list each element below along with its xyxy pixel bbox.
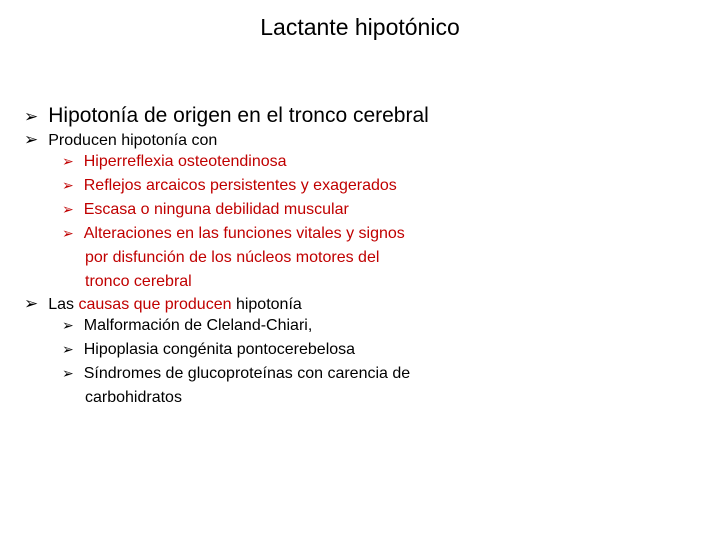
bullet-text-highlight: causas que producen bbox=[78, 296, 232, 313]
bullet-text: Producen hipotonía con bbox=[48, 132, 218, 149]
sub-bullet-text: Alteraciones en las funciones vitales y signos bbox=[83, 225, 405, 242]
sub-bullet-text: Hipoplasia congénita pontocerebelosa bbox=[83, 341, 356, 358]
sub-bullet-text: Síndromes de glucoproteínas con carencia de bbox=[83, 365, 411, 382]
sub-bullet-item bbox=[62, 317, 312, 335]
arrow-bullet-icon: ➢ bbox=[24, 130, 39, 150]
arrow-bullet-icon: ➢ bbox=[62, 202, 74, 218]
sub-bullet-item bbox=[62, 201, 349, 219]
sub-bullet-continuation: carbohidratos bbox=[85, 389, 182, 406]
arrow-bullet-icon: ➢ bbox=[62, 342, 74, 358]
sub-bullet-text: Malformación de Cleland-Chiari, bbox=[83, 317, 313, 334]
sub-bullet-text: Hiperreflexia osteotendinosa bbox=[83, 153, 287, 170]
slide-title: Lactante hipotónico bbox=[260, 14, 460, 40]
sub-bullet-item bbox=[62, 177, 397, 195]
sub-bullet-text: Reflejos arcaicos persistentes y exagerados bbox=[83, 177, 397, 194]
sub-bullet-continuation: por disfunción de los núcleos motores del bbox=[85, 249, 380, 266]
sub-bullet-text: Escasa o ninguna debilidad muscular bbox=[83, 201, 349, 218]
bullet-text: Hipotonía de origen en el tronco cerebral bbox=[48, 104, 429, 127]
arrow-bullet-icon: ➢ bbox=[62, 318, 74, 334]
bullet-text-part: hipotonía bbox=[231, 296, 302, 313]
bullet-item bbox=[24, 104, 429, 128]
sub-bullet-item bbox=[62, 153, 287, 171]
bullet-item bbox=[24, 130, 217, 150]
arrow-bullet-icon: ➢ bbox=[24, 107, 39, 127]
bullet-text-part: Las bbox=[48, 296, 79, 313]
arrow-bullet-icon: ➢ bbox=[24, 294, 39, 314]
arrow-bullet-icon: ➢ bbox=[62, 226, 74, 242]
sub-bullet-item bbox=[62, 365, 410, 383]
arrow-bullet-icon: ➢ bbox=[62, 178, 74, 194]
arrow-bullet-icon: ➢ bbox=[62, 366, 74, 382]
sub-bullet-item bbox=[62, 225, 405, 243]
sub-bullet-item bbox=[62, 341, 355, 359]
sub-bullet-continuation: tronco cerebral bbox=[85, 273, 192, 290]
bullet-item bbox=[24, 294, 302, 314]
arrow-bullet-icon: ➢ bbox=[62, 154, 74, 170]
